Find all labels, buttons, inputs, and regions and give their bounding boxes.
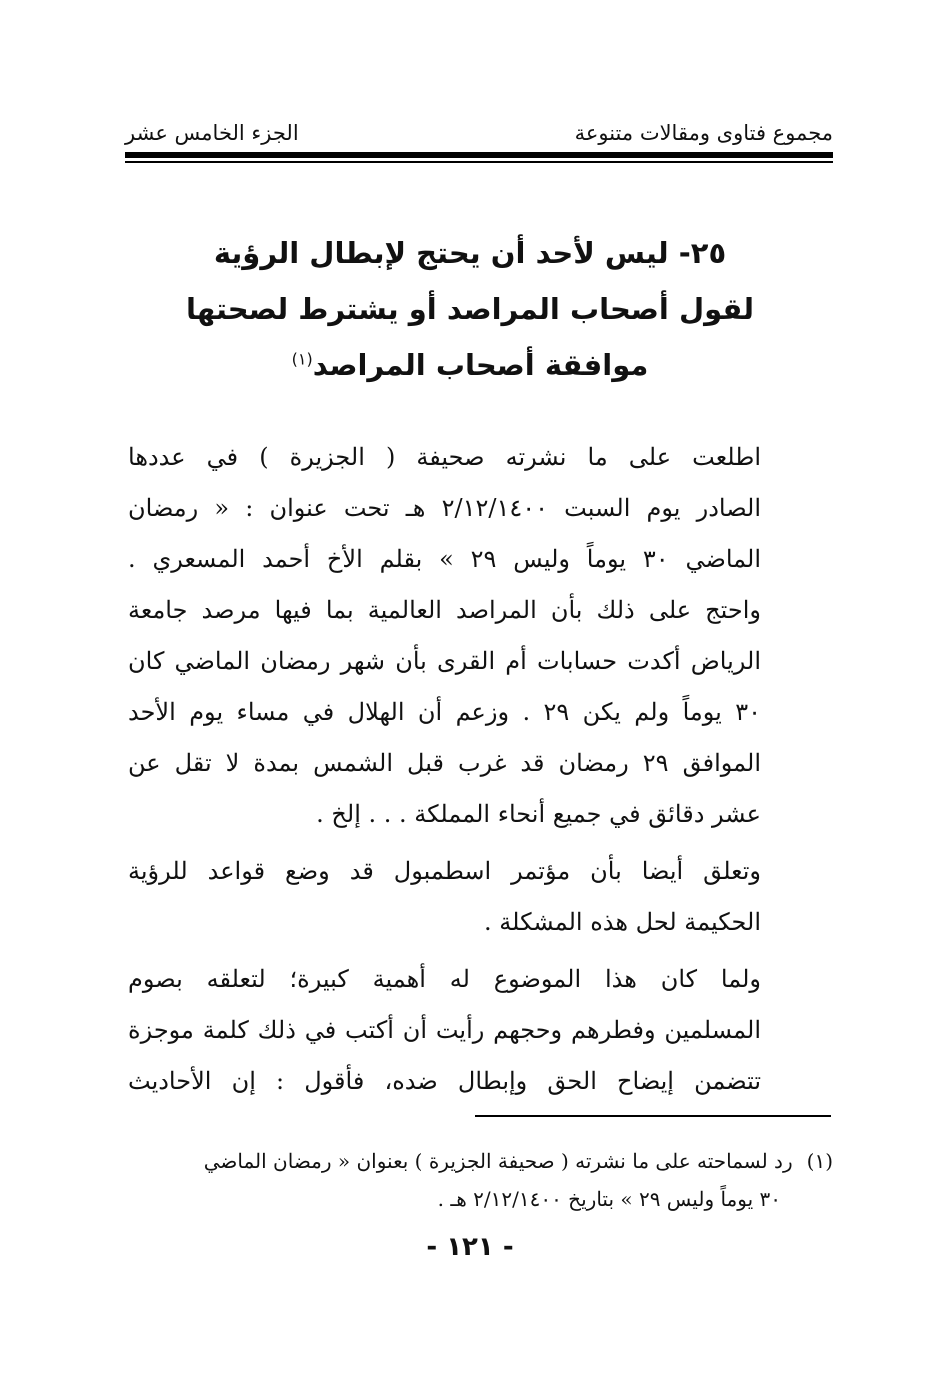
running-header [125,112,833,148]
article-title [150,225,790,393]
footnote [128,1142,833,1218]
text-line: تتضمن إيضاح الحق وإبطال ضده، فأقول : إن الأحاديث [128,1067,761,1095]
paragraph [128,954,833,1107]
footnote-marker: (١) [806,1149,833,1173]
header-rule-thin [125,161,833,163]
text-line: اطلعت على ما نشرته صحيفة ( الجزيرة ) في عددها [128,443,761,471]
body-text [128,432,833,1107]
volume-label: الجزء الخامس عشر [125,121,299,145]
page-number: - ١٢١ - [426,1232,514,1262]
title-line [150,337,790,393]
title-line: لقول أصحاب المراصد أو يشترط لصحتها [185,292,755,326]
text-line: ولما كان هذا الموضوع له أهمية كبيرة؛ لتعلقه بصوم [128,965,761,993]
text-line: الماضي ٣٠ يوماً وليس ٢٩ » بقلم الأخ أحمد المسعري . [128,545,762,573]
text-line: واحتج على ذلك بأن المراصد العالمية بما فيها مرصد جامعة [128,596,761,624]
text-line: الصادر يوم السبت ٢/١٢/١٤٠٠ هـ تحت عنوان : « رمضان [128,494,762,522]
footnote-line: ٣٠ يوماً وليس ٢٩ » بتاريخ ٢/١٢/١٤٠٠ هـ . [437,1187,781,1211]
text-line: ٣٠ يوماً ولم يكن ٢٩ . وزعم أن الهلال في مساء يوم الأحد [128,698,762,726]
footnote-separator [475,1115,831,1117]
footnote-line [128,1142,833,1180]
book-title: مجموع فتاوى ومقالات متنوعة [574,121,833,145]
footnote-reference: (١) [291,349,313,369]
text-line: الحكيمة لحل هذه المشكلة . [484,908,761,936]
title-line-text: موافقة أصحاب المراصد [312,348,649,382]
header-rule-thick [125,152,833,158]
paragraph [128,846,833,948]
text-line: عشر دقائق في جميع أنحاء المملكة . . . إلخ . [316,800,761,828]
text-line: الموافق ٢٩ رمضان قد غرب قبل الشمس بمدة لا تقل عن [128,749,761,777]
title-line: ٢٥- ليس لأحد أن يحتج لإبطال الرؤية [213,236,727,270]
text-line: وتعلق أيضا بأن مؤتمر اسطمبول قد وضع قواعد للرؤية [128,857,761,885]
paragraph [128,432,833,840]
text-line: المسلمين وفطرهم وحجهم رأيت أن أكتب في ذلك كلمة موجزة [128,1016,761,1044]
footnote-text: رد لسماحته على ما نشرته ( صحيفة الجزيرة ) بعنوان « رمضان الماضي [203,1149,793,1173]
text-line: الرياض أكدت حسابات أم القرى بأن شهر رمضان الماضي كان [128,647,761,675]
